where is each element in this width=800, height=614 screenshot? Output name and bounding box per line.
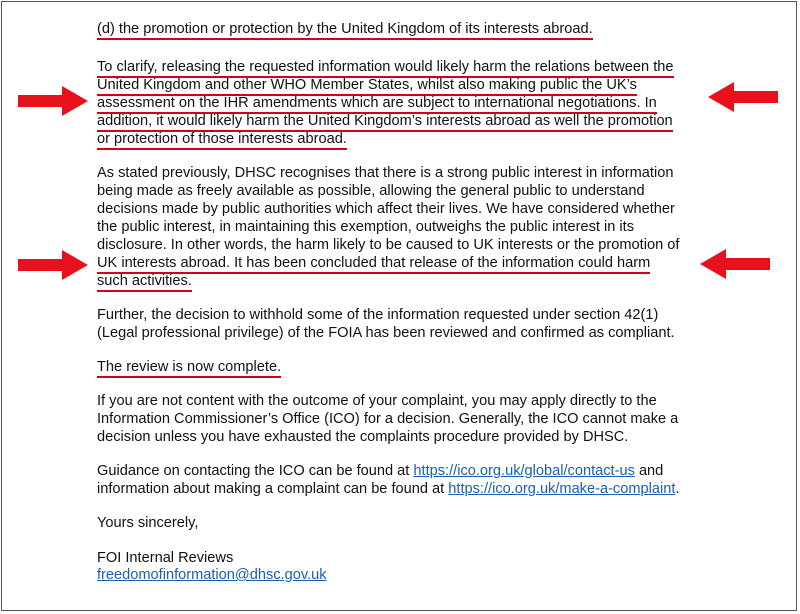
closing-text: Yours sincerely, — [97, 515, 199, 531]
highlight-underline: United Kingdom and other WHO Member States, whilst also making public the UK’s — [97, 77, 637, 96]
text-fragment: and — [634, 463, 664, 479]
text-line — [97, 20, 593, 38]
text-line — [97, 130, 347, 148]
highlight-underline: (d) the promotion or protection by the United Kingdom of its interests abroad. — [97, 21, 593, 40]
text-line: Information Commissioner’s Office (ICO) for a decision. Generally, the ICO cannot make a — [97, 411, 679, 427]
signature-email-link[interactable]: freedomofinformation@dhsc.gov.uk — [97, 567, 327, 583]
text-line — [97, 76, 637, 94]
text-line — [97, 480, 679, 498]
text-line: decisions made by public authorities which affect their lives. We have considered whether — [97, 201, 675, 217]
text-line: disclosure. In other words, the harm likely to be caused to UK interests or the promotion of — [97, 237, 680, 253]
text-line — [97, 462, 663, 480]
arrow-left-icon — [700, 249, 770, 279]
text-line: Further, the decision to withhold some of the information requested under section 42(1) — [97, 307, 659, 323]
text-line: As stated previously, DHSC recognises that there is a strong public interest in information — [97, 165, 674, 181]
text-fragment: Guidance on contacting the ICO can be found at — [97, 463, 414, 479]
signature-email-wrap — [97, 566, 327, 584]
highlight-underline: UK interests abroad. It has been concluded that release of the information could harm — [97, 255, 650, 274]
text-line — [97, 272, 192, 290]
highlight-underline: The review is now complete. — [97, 359, 281, 378]
ico-contact-link[interactable]: https://ico.org.uk/global/contact-us — [413, 463, 635, 479]
highlight-underline: or protection of those interests abroad. — [97, 131, 347, 150]
text-line — [97, 254, 650, 272]
highlight-underline: assessment on the IHR amendments which are subject to international negotiations. In — [97, 95, 657, 114]
text-line — [97, 94, 657, 112]
text-line — [97, 58, 674, 76]
text-line: being made as freely available as possible, allowing the general public to understand — [97, 183, 645, 199]
ico-complaint-link[interactable]: https://ico.org.uk/make-a-complaint — [448, 481, 676, 497]
text-line: the public interest, in maintaining this exemption, outweighs the public interest in its — [97, 219, 635, 235]
arrow-left-icon — [708, 82, 778, 112]
text-line — [97, 358, 281, 376]
arrow-right-icon — [18, 86, 88, 116]
text-line: decision unless you have exhausted the complaints procedure provided by DHSC. — [97, 429, 629, 445]
signature-name: FOI Internal Reviews — [97, 550, 234, 566]
arrow-right-icon — [18, 250, 88, 280]
text-fragment: information about making a complaint can be found at — [97, 481, 449, 497]
text-line: If you are not content with the outcome of your complaint, you may apply directly to the — [97, 393, 657, 409]
text-line: (Legal professional privilege) of the FOIA has been reviewed and confirmed as compliant. — [97, 325, 675, 341]
highlight-underline: To clarify, releasing the requested information would likely harm the relations between the — [97, 59, 674, 78]
text-line — [97, 112, 673, 130]
highlight-underline: such activities. — [97, 273, 192, 292]
highlight-underline: addition, it would likely harm the United Kingdom’s interests abroad as well the promotion — [97, 113, 673, 132]
text-fragment: . — [675, 481, 680, 497]
